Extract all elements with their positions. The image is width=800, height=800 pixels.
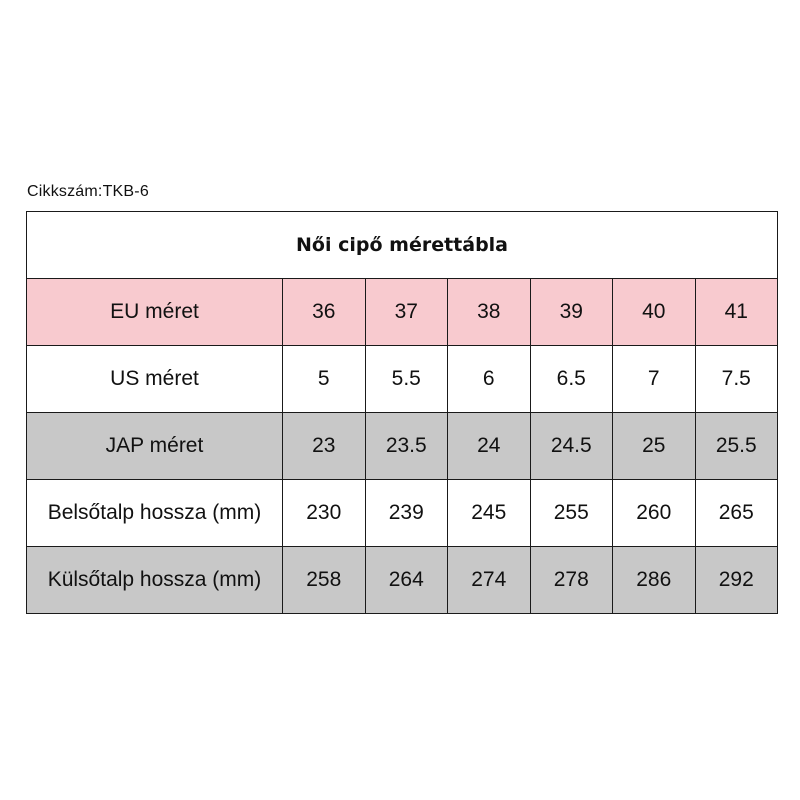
row-label: Belsőtalp hossza (mm) <box>27 480 283 547</box>
size-value-cell: 38 <box>448 279 531 346</box>
size-value-cell: 40 <box>613 279 696 346</box>
size-value-cell: 37 <box>365 279 448 346</box>
size-value-cell: 7.5 <box>695 346 778 413</box>
table-row-jap-meret <box>27 413 778 480</box>
size-value-cell: 260 <box>613 480 696 547</box>
row-label: EU méret <box>27 279 283 346</box>
size-value-cell: 286 <box>613 547 696 614</box>
table-title: Női cipő mérettábla <box>27 212 778 279</box>
row-label: US méret <box>27 346 283 413</box>
size-chart-table <box>26 211 778 614</box>
size-value-cell: 245 <box>448 480 531 547</box>
table-row-eu-meret <box>27 279 778 346</box>
size-value-cell: 278 <box>530 547 613 614</box>
size-value-cell: 264 <box>365 547 448 614</box>
size-value-cell: 5.5 <box>365 346 448 413</box>
table-row-belsotalp-hossza-mm <box>27 480 778 547</box>
size-value-cell: 255 <box>530 480 613 547</box>
size-value-cell: 24.5 <box>530 413 613 480</box>
table-row-kulsotalp-hossza-mm <box>27 547 778 614</box>
size-value-cell: 39 <box>530 279 613 346</box>
size-value-cell: 230 <box>283 480 366 547</box>
row-label: JAP méret <box>27 413 283 480</box>
size-value-cell: 24 <box>448 413 531 480</box>
size-value-cell: 41 <box>695 279 778 346</box>
size-value-cell: 258 <box>283 547 366 614</box>
size-value-cell: 265 <box>695 480 778 547</box>
row-label: Külsőtalp hossza (mm) <box>27 547 283 614</box>
size-value-cell: 7 <box>613 346 696 413</box>
size-value-cell: 23.5 <box>365 413 448 480</box>
article-code: Cikkszám:TKB-6 <box>27 183 149 200</box>
size-value-cell: 23 <box>283 413 366 480</box>
size-value-cell: 6.5 <box>530 346 613 413</box>
size-value-cell: 5 <box>283 346 366 413</box>
size-value-cell: 274 <box>448 547 531 614</box>
size-value-cell: 6 <box>448 346 531 413</box>
table-row-us-meret <box>27 346 778 413</box>
size-value-cell: 36 <box>283 279 366 346</box>
size-value-cell: 25.5 <box>695 413 778 480</box>
size-value-cell: 239 <box>365 480 448 547</box>
size-value-cell: 25 <box>613 413 696 480</box>
size-value-cell: 292 <box>695 547 778 614</box>
